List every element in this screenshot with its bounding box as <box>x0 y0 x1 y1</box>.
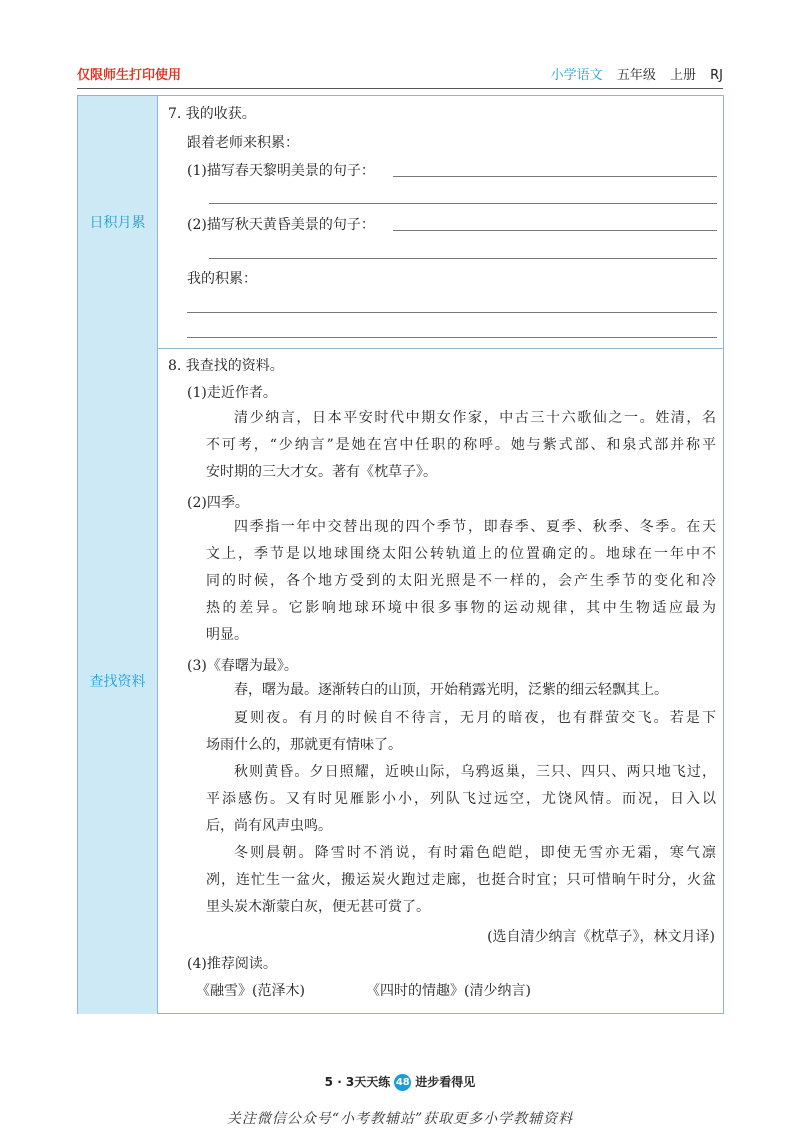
part-3-summer-first <box>206 705 716 732</box>
text-line: 明显。 <box>206 627 248 643</box>
text-line: 春，曙为最。逐渐转白的山顶，开始稍露光明，泛紫的细云轻飘其上。 <box>234 682 668 698</box>
promo-text: 关注微信公众号“小考教辅站”获取更多小学教辅资料 <box>226 1111 574 1127</box>
part-3-winter-first <box>206 840 716 867</box>
text-line: 清少纳言，日本平安时代中期女作家，中古三十六歌仙之一。姓清，名 <box>234 410 716 426</box>
answer-line-2b[interactable] <box>209 258 717 259</box>
question-7-title: 7. 我的收获。 <box>168 106 256 122</box>
answer-line-3b[interactable] <box>187 337 717 338</box>
part-3-source: (选自清少纳言《枕草子》，林文月译) <box>487 929 715 945</box>
part-3-winter <box>206 867 716 921</box>
text-line: 秋则黄昏。夕日照耀，近映山际，乌鸦返巢，三只、四只、两只地飞过， <box>234 764 716 780</box>
recommended-book-1: 《融雪》(范泽木) <box>196 983 305 999</box>
part-3-spring <box>206 677 716 704</box>
answer-line-2a[interactable] <box>393 230 717 231</box>
subject-label: 小学语文 <box>550 68 603 83</box>
question-7-item-2: (2)描写秋天黄昏美景的句子： <box>187 217 375 233</box>
part-1-paragraph-cont <box>206 432 716 486</box>
side-label-cell-research <box>78 348 158 1014</box>
page-footer <box>0 1073 800 1091</box>
side-label-cell-accumulate <box>78 96 158 348</box>
part-3-title: (3)《春曙为最》。 <box>187 658 298 674</box>
part-2-paragraph <box>206 541 716 649</box>
volume-label: 上册 <box>669 68 696 83</box>
answer-line-3a[interactable] <box>187 312 717 313</box>
answer-line-1a[interactable] <box>393 176 717 177</box>
part-2-paragraph-first <box>206 514 716 541</box>
header-divider <box>77 88 723 89</box>
part-2-title: (2)四季。 <box>187 495 249 511</box>
question-8-title: 8. 我查找的资料。 <box>168 358 284 374</box>
print-notice: 仅限师生打印使用 <box>77 68 182 83</box>
section-accumulate <box>158 96 723 348</box>
text-line: 四季指一年中交替出现的四个季节，即春季、夏季、秋季、冬季。在天 <box>234 519 716 535</box>
my-accumulation-label: 我的积累： <box>187 271 257 287</box>
text-line: 热的差异。它影响地球环境中很多事物的运动规律，其中生物适应最为 <box>206 600 716 616</box>
part-3-autumn-first <box>206 759 716 786</box>
footer-slogan: 进步看得见 <box>415 1075 476 1089</box>
part-4-title: (4)推荐阅读。 <box>187 956 277 972</box>
worksheet-table <box>77 95 724 1014</box>
text-line: 平添感伤。又有时见雁影小小，列队飞过远空，尤饶风情。而况，日入以 <box>206 791 716 807</box>
text-line: 后，尚有风声虫鸣。 <box>206 818 332 834</box>
section-research <box>158 348 723 1014</box>
text-line: 不可考，“少纳言”是她在宫中任职的称呼。她与紫式部、和泉式部并称平 <box>206 437 716 453</box>
text-line: 安时期的三大才女。著有《枕草子》。 <box>206 464 437 480</box>
question-7-intro: 跟着老师来积累： <box>187 135 299 151</box>
text-line: 冬则晨朝。降雪时不消说，有时霜色皑皑，即使无雪亦无霜，寒气凛 <box>234 845 716 861</box>
answer-line-1b[interactable] <box>209 203 717 204</box>
part-3-autumn <box>206 786 716 840</box>
text-line: 同的时候，各个地方受到的太阳光照是不一样的，会产生季节的变化和冷 <box>206 573 716 589</box>
part-1-title: (1)走近作者。 <box>187 385 277 401</box>
side-label-accumulate: 日积月累 <box>89 215 146 231</box>
side-label-research: 查找资料 <box>89 674 146 690</box>
text-line: 场雨什么的，那就更有情味了。 <box>206 737 402 753</box>
footer-brand: 5 · 3天天练 <box>324 1075 391 1089</box>
question-7-item-1: (1)描写春天黎明美景的句子： <box>187 163 375 179</box>
text-line: 文上，季节是以地球围绕太阳公转轨道上的位置确定的。地球在一年中不 <box>206 546 716 562</box>
recommended-book-2: 《四时的情趣》(清少纳言) <box>366 983 531 999</box>
edition-label: RJ <box>710 68 723 83</box>
text-line: 里头炭木渐蒙白灰，便无甚可赏了。 <box>206 899 430 915</box>
text-line: 夏则夜。有月的时候自不待言，无月的暗夜，也有群萤交飞。若是下 <box>234 710 716 726</box>
part-1-paragraph <box>206 405 716 432</box>
part-3-summer <box>206 732 716 759</box>
grade-label: 五年级 <box>616 68 656 83</box>
book-info <box>551 64 723 83</box>
text-line: 冽，连忙生一盆火，搬运炭火跑过走廊，也挺合时宜；只可惜晌午时分，火盆 <box>206 872 716 888</box>
page-number-badge: 48 <box>394 1074 411 1091</box>
